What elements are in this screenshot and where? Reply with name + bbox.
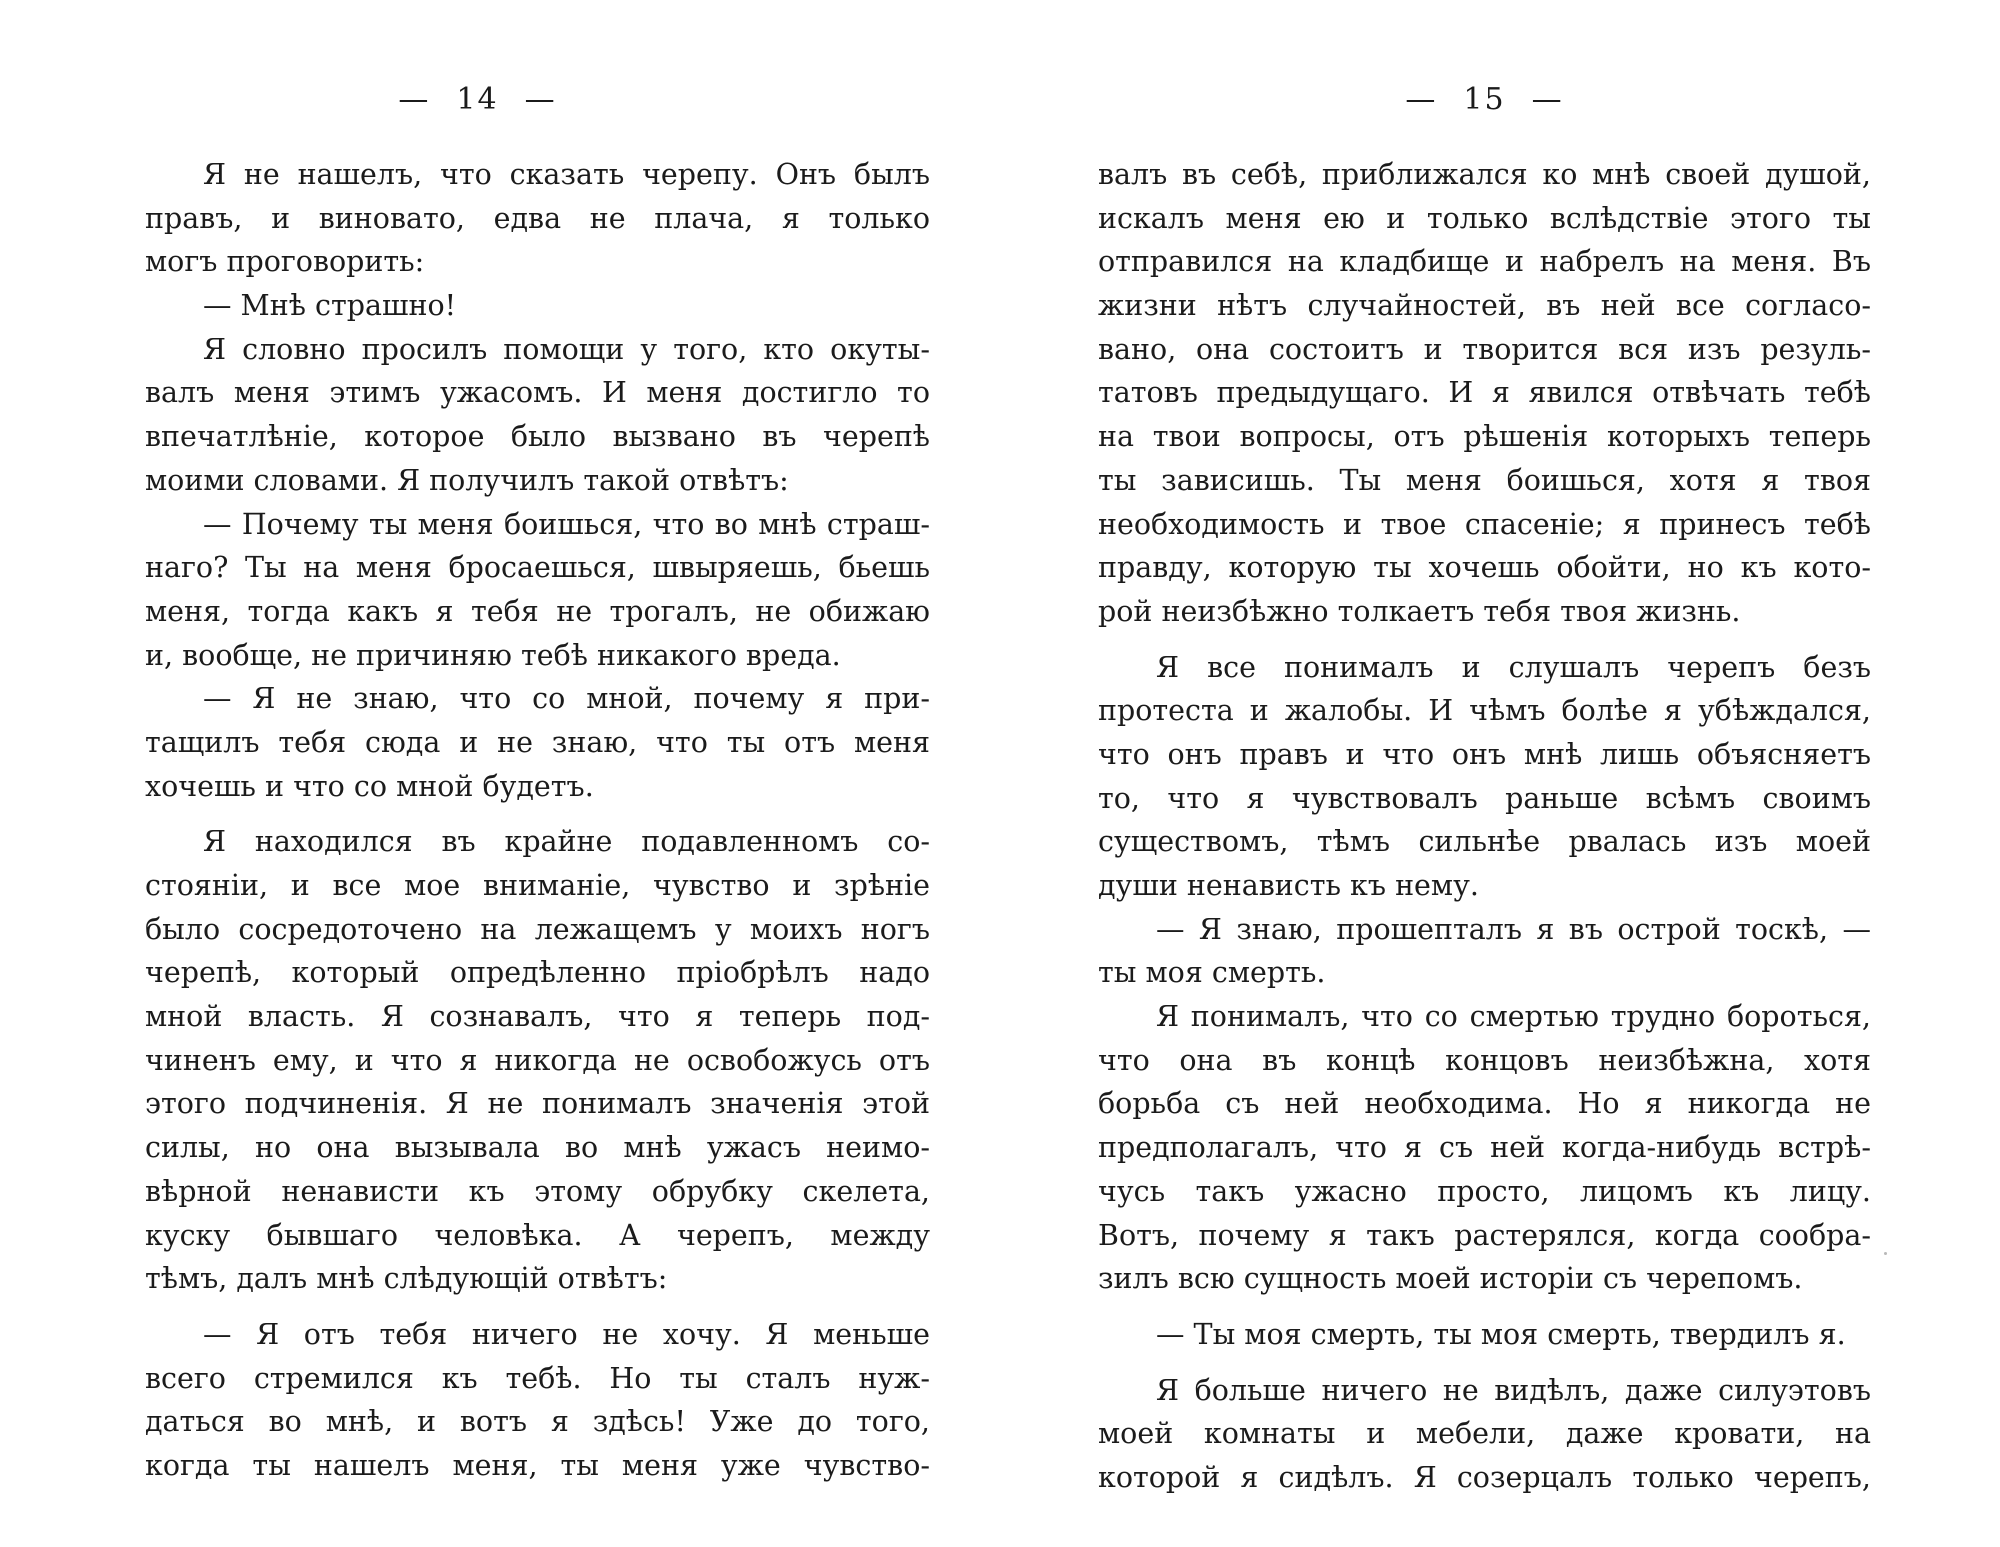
text-line: валъ въ себѣ, приближался ко мнѣ своей душой, <box>1098 158 1871 191</box>
right-page-text <box>1098 153 1871 1500</box>
text-line: — Я отъ тебя ничего не хочу. Я меньше <box>203 1317 930 1351</box>
text-line: ты моя смерть. <box>1098 956 1326 990</box>
text-line: татовъ предыдущаго. И я явился отвѣчать тебѣ <box>1098 376 1871 410</box>
text-line: — Ты моя смерть, ты моя смерть, твердилъ я. <box>1156 1317 1846 1351</box>
text-line: протеста и жалобы. И чѣмъ болѣе я убѣждался, <box>1098 694 1871 728</box>
text-line: искалъ меня ею и только вслѣдствіе этого ты <box>1098 201 1871 235</box>
text-line: чусь такъ ужасно просто, лицомъ къ лицу. <box>1098 1174 1871 1208</box>
text-line: черепѣ, который опредѣленно пріобрѣлъ надо <box>145 956 930 990</box>
left-page <box>145 0 930 1547</box>
text-line: Я все понималъ и слушалъ черепъ безъ <box>1156 650 1871 684</box>
text-line: валъ меня этимъ ужасомъ. И меня достигло то <box>145 376 930 410</box>
text-line: — Мнѣ страшно! <box>203 289 457 323</box>
text-line: моими словами. Я получилъ такой отвѣтъ: <box>145 463 789 497</box>
text-line: вано, она состоитъ и творится вся изъ резуль- <box>1098 332 1871 366</box>
text-line: и, вообще, не причиняю тебѣ никакого вреда. <box>145 638 841 672</box>
text-line: чиненъ ему, и что я никогда не освобожусь отъ <box>145 1043 930 1077</box>
text-line: силы, но она вызывала во мнѣ ужасъ неимо- <box>145 1131 930 1165</box>
left-page-text <box>145 153 930 1488</box>
text-line: жизни нѣтъ случайностей, въ ней все согласо- <box>1098 289 1871 323</box>
text-line: предполагалъ, что я съ ней когда-нибудь встрѣ- <box>1098 1131 1871 1165</box>
text-line: было сосредоточено на лежащемъ у моихъ ногъ <box>145 912 930 946</box>
text-line: — Я знаю, прошепталъ я въ острой тоскѣ, — <box>1156 912 1871 946</box>
text-line: впечатлѣніе, которое было вызвано въ черепѣ <box>145 420 930 454</box>
text-line: необходимость и твое спасеніе; я принесъ тебѣ <box>1098 507 1871 541</box>
text-line: существомъ, тѣмъ сильнѣе рвалась изъ моей <box>1098 825 1871 859</box>
text-line: что она въ концѣ концовъ неизбѣжна, хотя <box>1098 1043 1871 1077</box>
text-line: всего стремился къ тебѣ. Но ты сталъ нуж- <box>145 1361 930 1395</box>
text-line: Я не нашелъ, что сказать черепу. Онъ былъ <box>203 158 930 191</box>
text-line: рой неизбѣжно толкаетъ тебя твоя жизнь. <box>1098 594 1741 628</box>
right-page-number-value: 15 <box>1463 82 1506 117</box>
text-line: на твои вопросы, отъ рѣшенія которыхъ теперь <box>1098 420 1871 454</box>
text-line: могъ проговорить: <box>145 245 425 279</box>
text-line: — Почему ты меня боишься, что во мнѣ страш- <box>203 507 930 541</box>
text-line: вѣрной ненависти къ этому обрубку скелета, <box>145 1174 930 1208</box>
text-line: Вотъ, почему я такъ растерялся, когда сообра- <box>1098 1218 1871 1252</box>
text-line: меня, тогда какъ я тебя не трогалъ, не обижаю <box>145 594 930 628</box>
text-line: Я больше ничего не видѣлъ, даже силуэтовъ <box>1156 1373 1871 1407</box>
text-line: когда ты нашелъ меня, ты меня уже чувство- <box>145 1448 930 1482</box>
text-line: отправился на кладбище и набрелъ на меня. Въ <box>1098 245 1871 279</box>
right-page-number: — 15 — <box>1405 82 1564 117</box>
text-line: хочешь и что со мной будетъ. <box>145 769 594 803</box>
text-line: Я находился въ крайне подавленномъ со- <box>203 825 930 859</box>
text-line: этого подчиненія. Я не понималъ значенія этой <box>145 1087 930 1121</box>
text-line: куску бывшаго человѣка. А черепъ, между <box>145 1218 930 1252</box>
left-page-number: — 14 — <box>398 82 557 117</box>
text-line: — Я не знаю, что со мной, почему я при- <box>203 682 930 716</box>
left-page-number-value: 14 <box>456 82 499 117</box>
text-line: мной власть. Я сознавалъ, что я теперь под- <box>145 1000 930 1034</box>
text-line: тѣмъ, далъ мнѣ слѣдующій отвѣтъ: <box>145 1262 668 1296</box>
text-line: то, что я чувствовалъ раньше всѣмъ своимъ <box>1098 781 1871 815</box>
text-line: что онъ правъ и что онъ мнѣ лишь объясняетъ <box>1098 737 1871 771</box>
text-line: правду, которую ты хочешь обойти, но къ кото- <box>1098 551 1871 585</box>
text-line: борьба съ ней необходима. Но я никогда не <box>1098 1087 1871 1121</box>
paper-speck <box>1884 1252 1887 1255</box>
text-line: тащилъ тебя сюда и не знаю, что ты отъ меня <box>145 725 930 759</box>
text-line: Я словно просилъ помощи у того, кто окуты- <box>203 332 930 366</box>
text-line: Я понималъ, что со смертью трудно бороться, <box>1156 1000 1871 1034</box>
right-page <box>1098 0 1871 1547</box>
text-line: наго? Ты на меня бросаешься, швыряешь, бьешь <box>145 551 930 585</box>
text-line: правъ, и виновато, едва не плача, я только <box>145 201 930 235</box>
text-line: души ненависть къ нему. <box>1098 869 1479 902</box>
text-line: моей комнаты и мебели, даже кровати, на <box>1098 1417 1871 1451</box>
text-line: ты зависишь. Ты меня боишься, хотя я твоя <box>1098 463 1871 497</box>
text-line: стояніи, и все мое вниманіе, чувство и зрѣніе <box>145 869 930 902</box>
text-line: зилъ всю сущность моей исторіи съ черепомъ. <box>1098 1262 1803 1296</box>
text-line: которой я сидѣлъ. Я созерцалъ только черепъ, <box>1098 1460 1871 1494</box>
text-line: даться во мнѣ, и вотъ я здѣсь! Уже до того, <box>145 1405 930 1439</box>
